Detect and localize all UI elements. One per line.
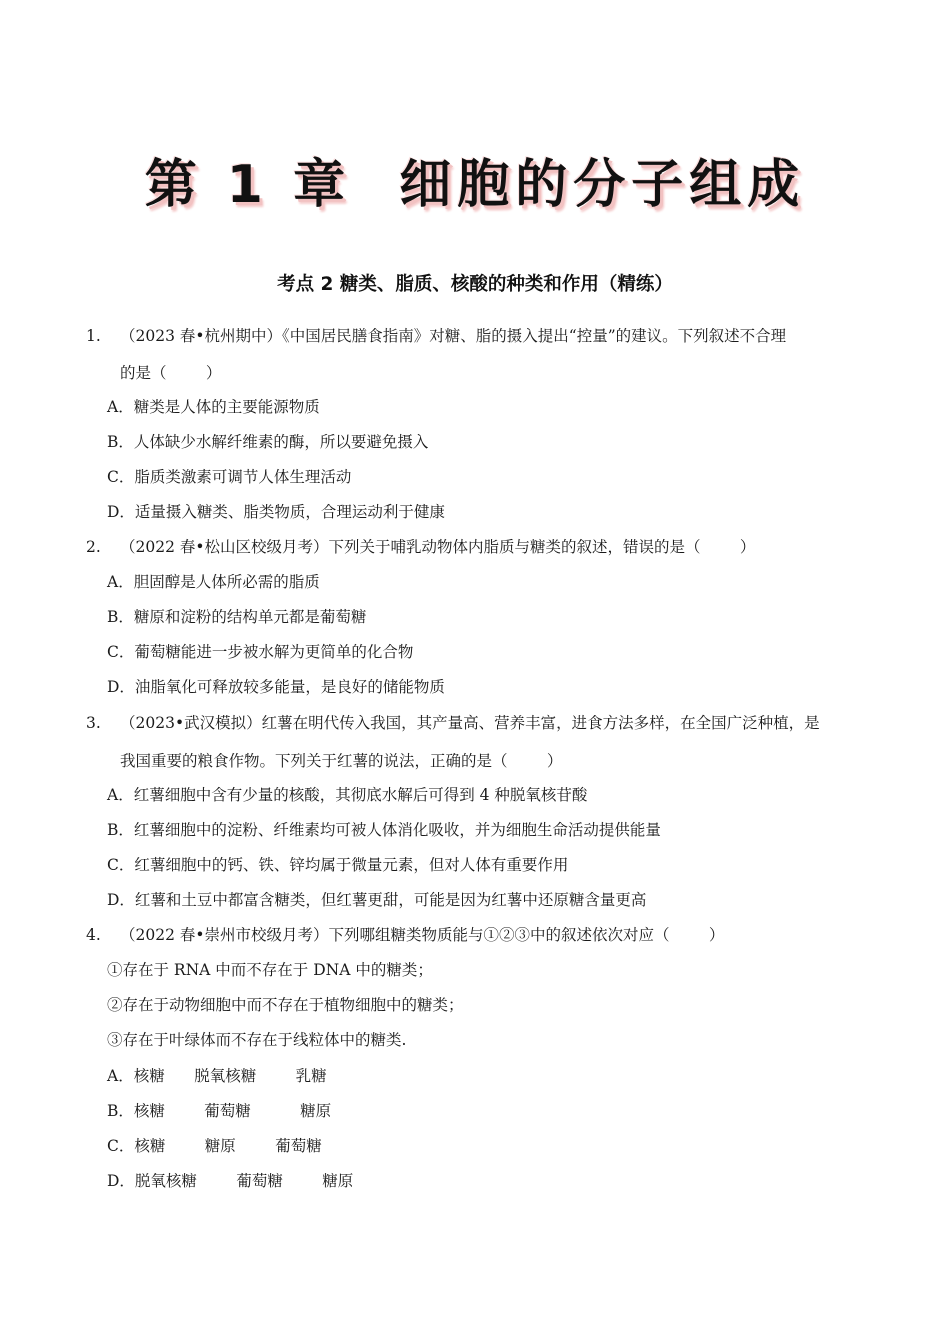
question-stem-line: （2022 春•松山区校级月考）下列关于哺乳动物体内脂质与糖类的叙述，错误的是（ ） (120, 538, 756, 556)
question-number: 2. (86, 538, 101, 556)
option-c: C．脂质类激素可调节人体生理活动 (107, 468, 352, 486)
option-b: B．人体缺少水解纤维素的酶，所以要避免摄入 (107, 433, 429, 451)
option-d: D．脱氧核糖 葡萄糖 糖原 (107, 1172, 354, 1190)
chapter-title: 第 1 章 细胞的分子组成 (144, 155, 806, 215)
question-stem-line: （2022 春•崇州市校级月考）下列哪组糖类物质能与①②③中的叙述依次对应（ ） (120, 926, 725, 944)
option-b: B．核糖 葡萄糖 糖原 (107, 1102, 332, 1120)
option-c: C．红薯细胞中的钙、铁、锌均属于微量元素，但对人体有重要作用 (107, 856, 569, 874)
option-a: A．核糖 脱氧核糖 乳糖 (107, 1067, 327, 1085)
question-number: 3. (86, 714, 101, 732)
option-d: D．红薯和土豆中都富含糖类，但红薯更甜，可能是因为红薯中还原糖含量更高 (107, 891, 647, 909)
section-title: 考点 2 糖类、脂质、核酸的种类和作用（精练） (277, 274, 673, 295)
option-c: C．核糖 糖原 葡萄糖 (107, 1137, 322, 1155)
option-d: D．油脂氧化可释放较多能量，是良好的储能物质 (107, 678, 445, 696)
option-b: B．糖原和淀粉的结构单元都是葡萄糖 (107, 608, 367, 626)
option-d: D．适量摄入糖类、脂类物质，合理运动利于健康 (107, 503, 445, 521)
question-stem-line: （2023•武汉模拟）红薯在明代传入我国，其产量高、营养丰富，进食方法多样，在全国广泛种植，是 (120, 714, 820, 732)
option-a: A．糖类是人体的主要能源物质 (107, 398, 320, 416)
statement-2: ②存在于动物细胞中而不存在于植物细胞中的糖类； (107, 996, 464, 1014)
option-c: C．葡萄糖能进一步被水解为更简单的化合物 (107, 643, 414, 661)
question-stem-line: 的是（ ） (120, 364, 222, 382)
option-b: B．红薯细胞中的淀粉、纤维素均可被人体消化吸收，并为细胞生命活动提供能量 (107, 821, 661, 839)
question-stem-line: （2023 春•杭州期中）《中国居民膳食指南》对糖、脂的摄入提出“控量”的建议。下列叙述不合理 (120, 327, 787, 345)
statement-3: ③存在于叶绿体而不存在于线粒体中的糖类. (107, 1031, 407, 1049)
option-a: A．红薯细胞中含有少量的核酸，其彻底水解后可得到 4 种脱氧核苷酸 (107, 786, 588, 804)
statement-1: ①存在于 RNA 中而不存在于 DNA 中的糖类； (107, 961, 433, 979)
question-number: 4. (86, 926, 101, 944)
question-number: 1. (86, 327, 101, 345)
option-a: A．胆固醇是人体所必需的脂质 (107, 573, 320, 591)
question-stem-line: 我国重要的粮食作物。下列关于红薯的说法，正确的是（ ） (120, 752, 563, 770)
